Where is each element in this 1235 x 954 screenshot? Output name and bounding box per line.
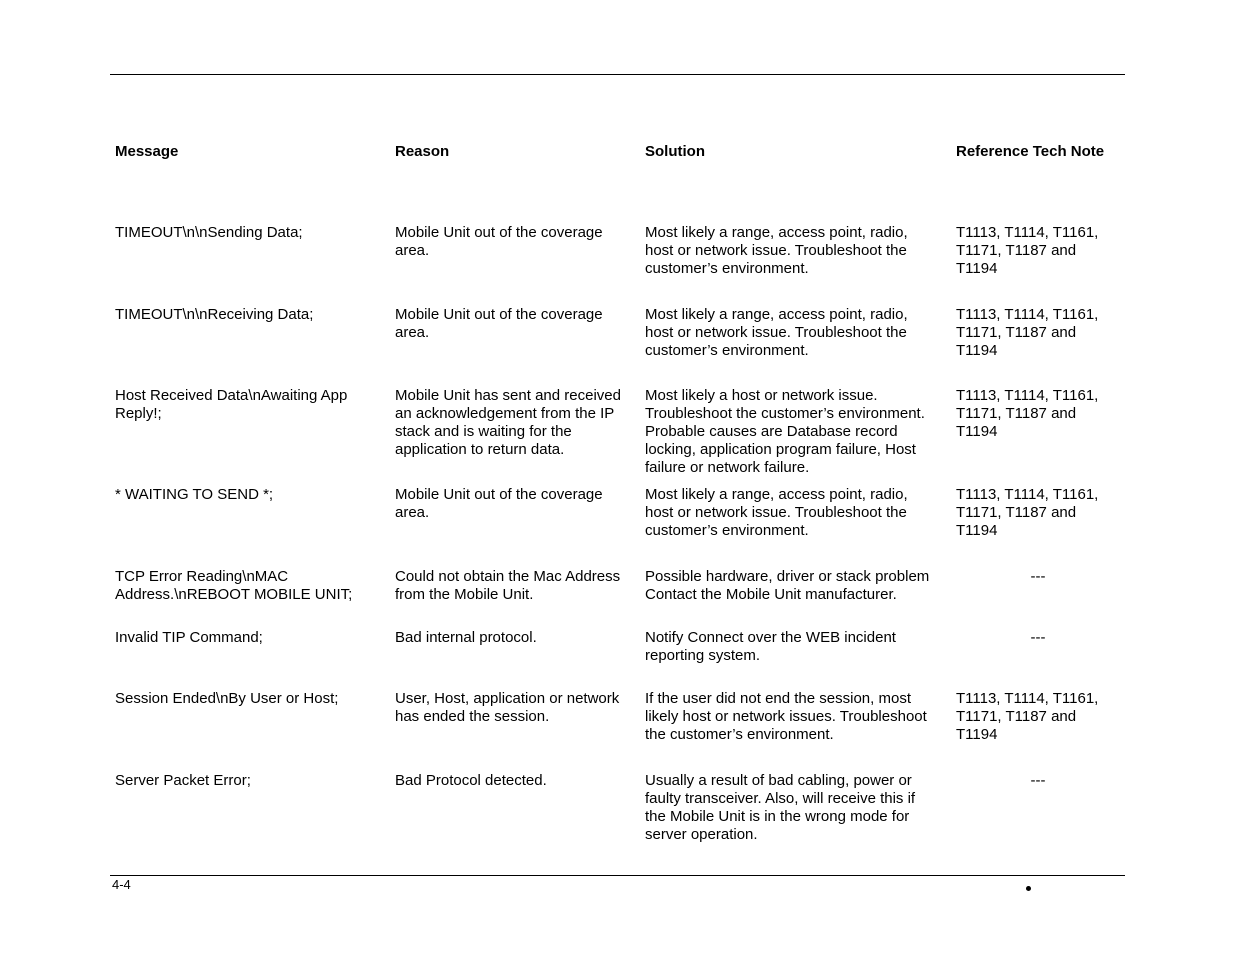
solution-cell: Most likely a range, access point, radio, host or network issue. Troubleshoot the customer’s environment. bbox=[645, 224, 908, 277]
column-header-message: Message bbox=[115, 143, 179, 160]
message-cell: TIMEOUT\n\nReceiving Data; bbox=[115, 306, 314, 323]
message-cell: Session Ended\nBy User or Host; bbox=[115, 690, 339, 707]
page-number: 4-4 bbox=[112, 877, 131, 892]
message-cell: Invalid TIP Command; bbox=[115, 629, 263, 646]
reference-cell: T1113, T1114, T1161, T1171, T1187 and T1194 bbox=[956, 387, 1099, 440]
header-rule bbox=[110, 74, 1125, 75]
reason-cell: Could not obtain the Mac Address from the Mobile Unit. bbox=[395, 568, 621, 603]
column-header-reference: Reference Tech Note bbox=[956, 143, 1105, 160]
reference-cell: --- bbox=[1030, 772, 1046, 789]
reason-cell: Bad internal protocol. bbox=[395, 629, 537, 646]
message-cell: * WAITING TO SEND *; bbox=[115, 486, 274, 503]
reason-cell: Mobile Unit out of the coverage area. bbox=[395, 486, 603, 521]
reference-cell: T1113, T1114, T1161, T1171, T1187 and T1194 bbox=[956, 690, 1099, 743]
reason-cell: Mobile Unit has sent and received an acknowledgement from the IP stack and is waiting for the application to return data. bbox=[395, 387, 621, 458]
reference-cell: T1113, T1114, T1161, T1171, T1187 and T1194 bbox=[956, 224, 1099, 277]
reason-cell: Mobile Unit out of the coverage area. bbox=[395, 306, 603, 341]
reference-cell: T1113, T1114, T1161, T1171, T1187 and T1194 bbox=[956, 486, 1099, 539]
solution-cell: Most likely a range, access point, radio, host or network issue. Troubleshoot the customer’s environment. bbox=[645, 306, 908, 359]
reference-cell: T1113, T1114, T1161, T1171, T1187 and T1194 bbox=[956, 306, 1099, 359]
solution-cell: Most likely a range, access point, radio, host or network issue. Troubleshoot the customer’s environment. bbox=[645, 486, 908, 539]
message-cell: TIMEOUT\n\nSending Data; bbox=[115, 224, 303, 241]
column-header-solution: Solution bbox=[645, 143, 705, 160]
message-cell: Server Packet Error; bbox=[115, 772, 251, 789]
solution-cell: Usually a result of bad cabling, power or faulty transceiver. Also, will receive this if the Mobile Unit is in the wrong mode for server operation. bbox=[645, 772, 916, 843]
solution-cell: Most likely a host or network issue. Troubleshoot the customer’s environment. Probable causes are Database record locking, application program failure, Host failure or network failure. bbox=[645, 387, 925, 476]
footer-rule bbox=[110, 875, 1125, 876]
reference-cell: --- bbox=[1030, 629, 1046, 646]
column-header-reason: Reason bbox=[395, 143, 450, 160]
message-cell: Host Received Data\nAwaiting App Reply!; bbox=[115, 387, 348, 422]
reference-cell: --- bbox=[1030, 568, 1046, 585]
reason-cell: Bad Protocol detected. bbox=[395, 772, 547, 789]
reason-cell: Mobile Unit out of the coverage area. bbox=[395, 224, 603, 259]
message-cell: TCP Error Reading\nMAC Address.\nREBOOT MOBILE UNIT; bbox=[115, 568, 353, 603]
bullet-icon bbox=[1026, 886, 1031, 891]
solution-cell: Notify Connect over the WEB incident reporting system. bbox=[645, 629, 896, 664]
solution-cell: Possible hardware, driver or stack problem Contact the Mobile Unit manufacturer. bbox=[645, 568, 930, 603]
solution-cell: If the user did not end the session, most likely host or network issues. Troubleshoot the customer’s environment. bbox=[645, 690, 927, 743]
reason-cell: User, Host, application or network has ended the session. bbox=[395, 690, 620, 725]
